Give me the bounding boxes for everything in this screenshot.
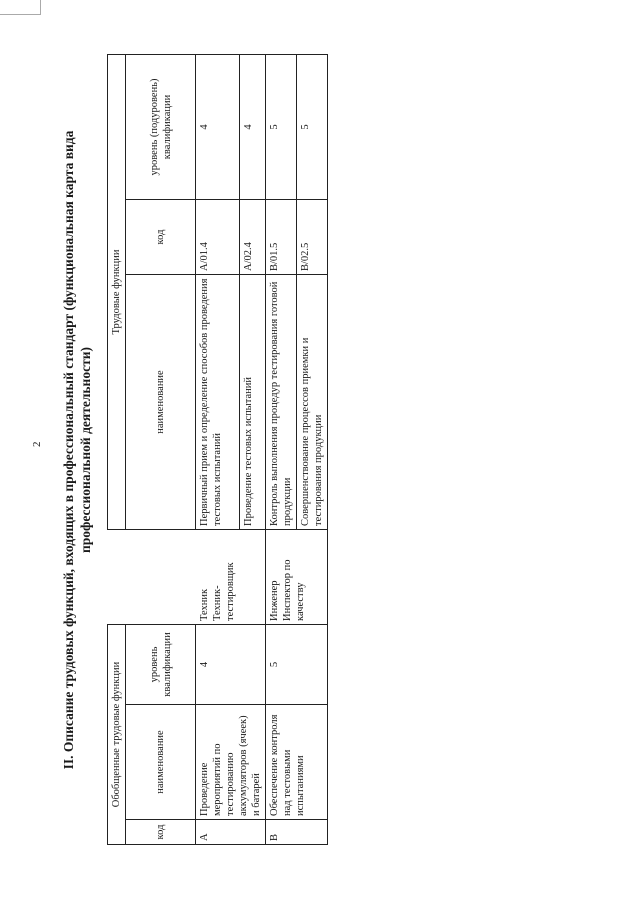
- col-header-name: наименование: [126, 705, 196, 820]
- rotated-page-content: [60, 55, 595, 845]
- cell-tf-level: 5: [297, 54, 328, 199]
- cell-positions: [196, 530, 266, 625]
- corner-mark: [0, 0, 41, 15]
- col-header-tf-name: наименование: [126, 275, 196, 530]
- position-item: Техник: [199, 588, 210, 621]
- section-heading: [60, 55, 94, 845]
- cell-tf-code: А/02.4: [240, 200, 266, 275]
- cell-positions: [266, 530, 328, 625]
- column-header-row: [126, 54, 196, 844]
- cell-tf-level: 5: [266, 54, 297, 199]
- header-positions-spacer: [108, 530, 196, 625]
- functional-map-table: [107, 54, 328, 845]
- cell-code: А: [196, 820, 266, 845]
- cell-tf-code: В/01.5: [266, 200, 297, 275]
- col-header-level: уровень квалификации: [126, 625, 196, 705]
- cell-level: 4: [196, 625, 266, 705]
- cell-tf-name: Совершенствование процессов приемки и тестирования продукции: [297, 275, 328, 530]
- cell-tf-level: 4: [196, 54, 240, 199]
- table-row-A-1: [196, 54, 240, 844]
- cell-tf-level: 4: [240, 54, 266, 199]
- col-header-tf-level: уровень (подуровень) квалификации: [126, 54, 196, 199]
- col-header-tf-code: код: [126, 200, 196, 275]
- cell-name: Обеспечение контроля над тестовыми испытаниями: [266, 705, 328, 820]
- col-header-code: код: [126, 820, 196, 845]
- cell-code: В: [266, 820, 328, 845]
- cell-tf-name: Первичный прием и определение способов проведения тестовых испытаний: [196, 275, 240, 530]
- header-labor-functions: Трудовые функции: [108, 54, 126, 529]
- cell-tf-name: Проведение тестовых испытаний: [240, 275, 266, 530]
- cell-tf-code: В/02.5: [297, 200, 328, 275]
- section-heading-line-1: II. Описание трудовых функций, входящих в профессиональный стандарт (функциональная карта вида: [61, 130, 76, 770]
- group-header-row: [108, 54, 126, 844]
- position-item: Инспектор по качеству: [282, 559, 306, 621]
- cell-name: Проведение мероприятий по тестированию аккумуляторов (ячеек) и батарей: [196, 705, 266, 820]
- cell-tf-name: Контроль выполнения процедур тестирования готовой продукции: [266, 275, 297, 530]
- position-item: Инженер: [269, 580, 280, 621]
- page-number: 2: [31, 441, 43, 447]
- header-generalized-functions: Обобщенные трудовые функции: [108, 625, 126, 845]
- table-row-B-1: [266, 54, 297, 844]
- cell-tf-code: А/01.4: [196, 200, 240, 275]
- section-heading-line-2: профессиональной деятельности): [78, 347, 93, 553]
- cell-level: 5: [266, 625, 328, 705]
- position-item: Техник-тестировщик: [212, 562, 236, 621]
